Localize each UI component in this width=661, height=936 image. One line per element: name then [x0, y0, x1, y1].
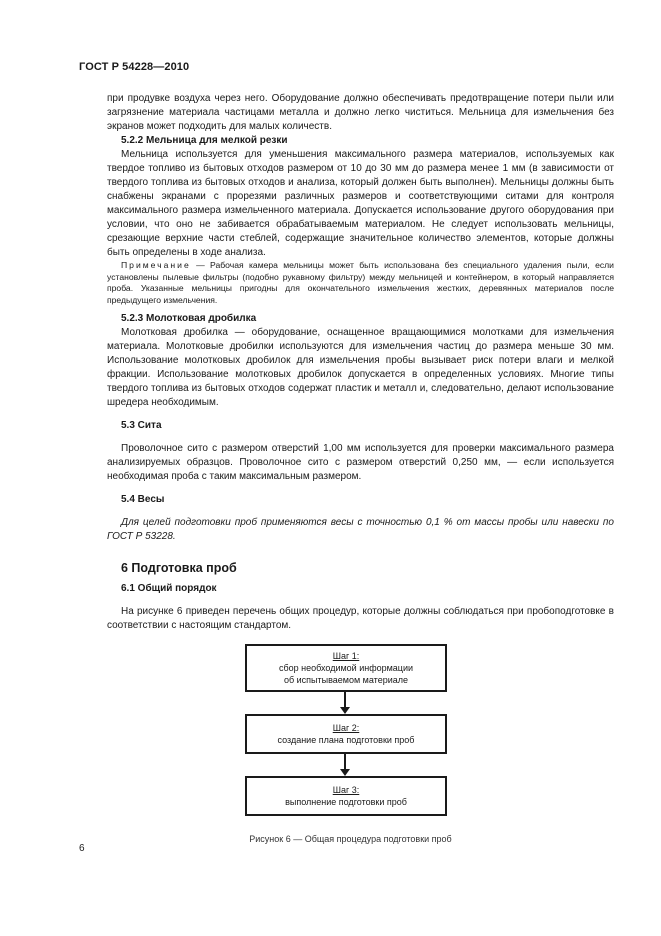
paragraph-5-2-3: Молотковая дробилка — оборудование, оснащенное вращающимися молотками для измельчения материала. Молотковые дробилки используются для измельчения частиц до размера меньше 30 мм. Использование молотковых дробилок для измельчения пробы вызывает риск потери влаги и мелкой фракции. Использование молотковых дробилок допускается в определенных условиях. Многие типы твердого топлива из бытовых отходов содержат пластик и металл и, следовательно, делают использование шредера необходимым.: [107, 327, 614, 408]
flow-step-2-title: Шаг 2:: [332, 723, 360, 733]
heading-5-2-3: 5.2.3 Молотковая дробилка: [121, 313, 257, 324]
figure-caption: Рисунок 6 — Общая процедура подготовки проб: [249, 834, 452, 844]
heading-5-2-2: 5.2.2 Мельница для мелкой резки: [121, 135, 288, 146]
flow-step-1: [245, 644, 447, 692]
flow-step-3-title: Шаг 3:: [332, 785, 360, 795]
document-code: ГОСТ Р 54228—2010: [79, 61, 190, 73]
paragraph-5-3: Проволочное сито с размером отверстий 1,00 мм используется для проверки максимального размера анализируемых образцов. Проволочное сито с размером отверстий 0,250 мм, — если используется необходимая проба с таким максимальным размером.: [107, 443, 614, 482]
flowchart: [245, 644, 447, 824]
flow-step-1-title: Шаг 1:: [332, 651, 360, 661]
flow-step-1-line-2: об испытываемом материале: [283, 675, 408, 685]
flow-step-1-line-1: сбор необходимой информации: [278, 663, 414, 673]
paragraph-6-1: На рисунке 6 приведен перечень общих процедур, которые должны соблюдаться при пробоподготовке в соответствии с настоящим стандартом.: [107, 606, 614, 631]
paragraph-5-2-2: Мельница используется для уменьшения максимального размера материалов, используемых как твердое топливо из бытовых отходов размером от 10 до 30 мм до размера менее 1 мм (в зависимости от твердого топлива из бытовых отходов и анализа, который должен быть выполнен). Мельницы должны быть снабжены экранами с прорезями различных размеров и соответствующими ситами для контроля максимального размера измельченного материала. Допускается использование другого оборудования при условии, что оно не забивается обрабатываемым материалом. Не следует использовать мельницы, срезающие верхние части стеблей, содержащие значительное количество элементов, которые должны быть определены в ходе анализа.: [107, 149, 614, 258]
flow-step-2-line-1: создание плана подготовки проб: [277, 735, 415, 745]
page-body: [107, 92, 614, 633]
flow-arrow-2: [344, 754, 346, 770]
page-number: 6: [79, 843, 85, 854]
flow-step-3: [245, 776, 447, 816]
flow-step-2: [245, 714, 447, 754]
paragraph-intro: при продувке воздуха через него. Оборудование должно обеспечивать предотвращение потери пыли или загрязнение материала частицами металла и должно легко чиститься. Мельница для измельчения без экранов может подходить для малых количеств.: [107, 93, 614, 132]
heading-5-4: 5.4 Весы: [121, 494, 165, 505]
note-text: — Рабочая камера мельницы может быть использована без специального удаления пыли, если установлены пылевые фильтры (подобно рукавному фильтру) между мельницей и контейнером, в который направляется проба. Указанные мельницы пригодны для окончательного измельчения жестких, деревянных материалов после предыдущего измельчения.: [107, 260, 614, 305]
heading-5-3: 5.3 Сита: [121, 420, 162, 431]
note: [107, 260, 614, 306]
heading-section-6: 6 Подготовка проб: [121, 561, 237, 575]
flow-arrow-1: [344, 692, 346, 708]
flow-step-3-line-1: выполнение подготовки проб: [285, 797, 407, 807]
heading-6-1: 6.1 Общий порядок: [121, 583, 217, 594]
paragraph-5-4: Для целей подготовки проб применяются весы с точностью 0,1 % от массы пробы или навески по ГОСТ Р 53228.: [107, 517, 614, 542]
note-label: Примечание: [121, 260, 191, 270]
